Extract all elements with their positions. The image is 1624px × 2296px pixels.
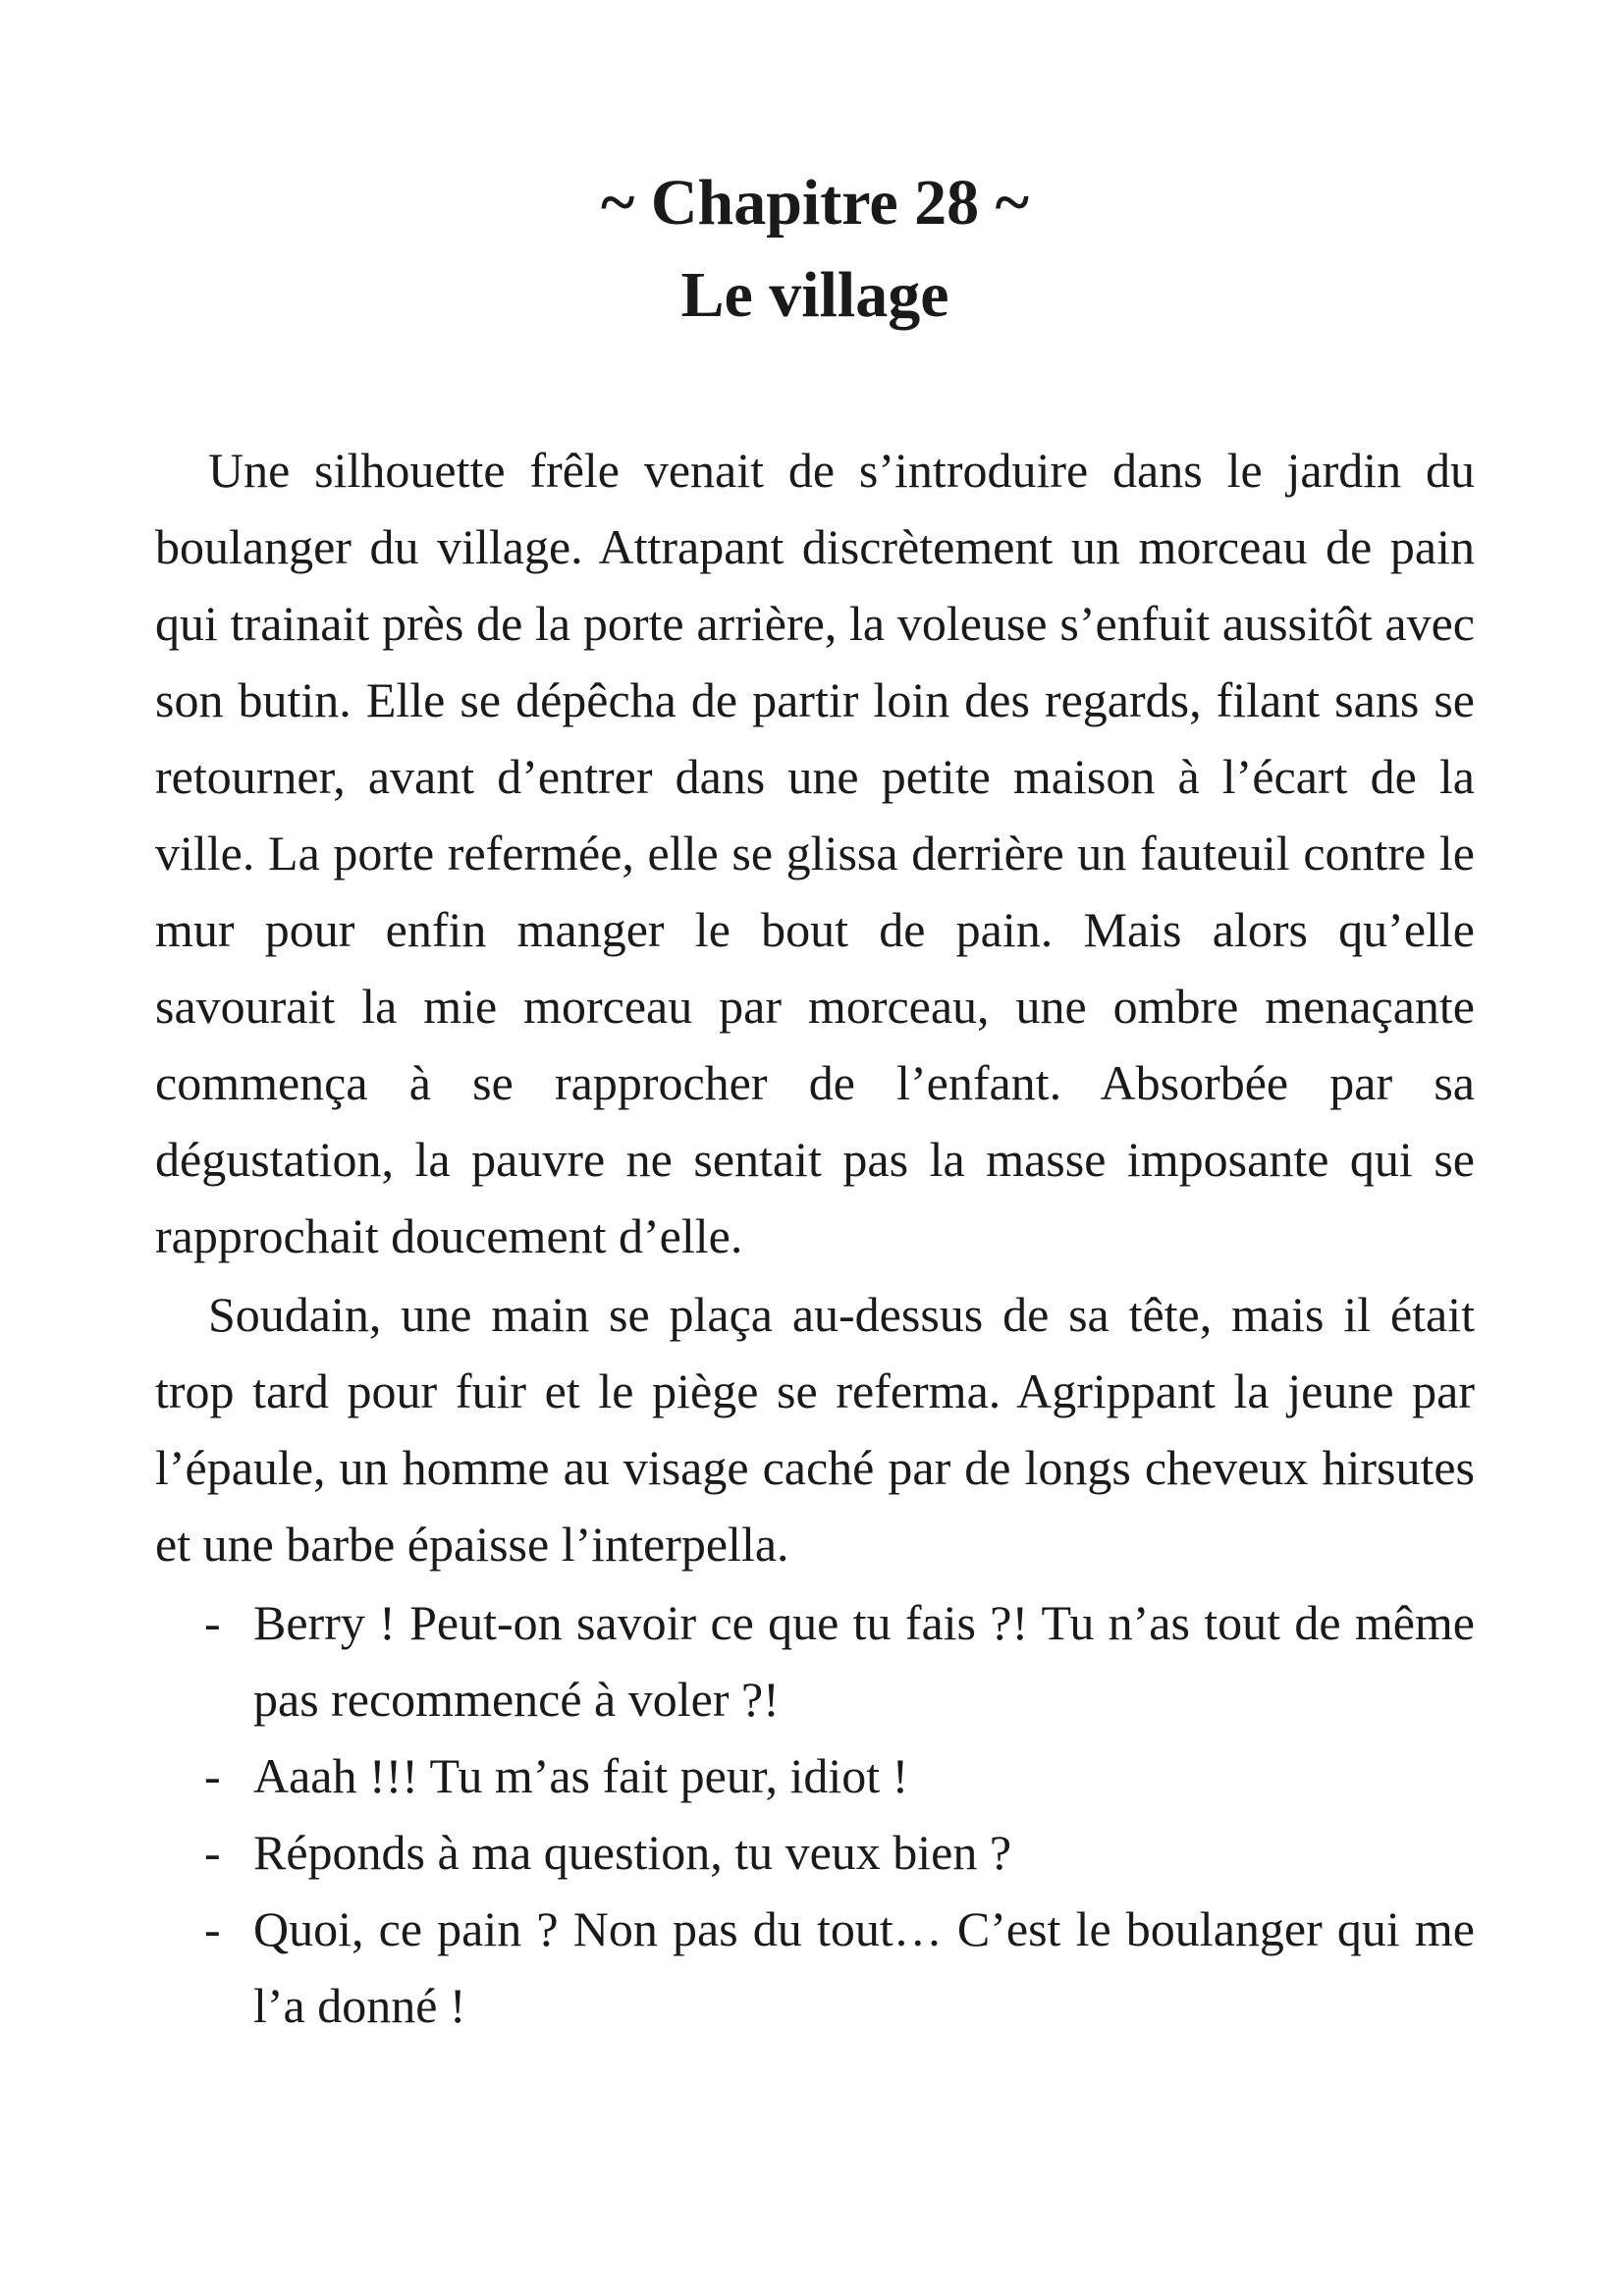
dialogue-dash: - (204, 1901, 221, 1956)
chapter-number: ~ Chapitre 28 ~ (601, 167, 1029, 239)
dialogue-text: Berry ! Peut-on savoir ce que tu fais ?! Tu n’as tout de même pas recommencé à voler ?! (253, 1595, 1475, 1727)
dialogue-dash: - (204, 1595, 221, 1650)
dialogue-text: Réponds à ma question, tu veux bien ? (253, 1825, 1012, 1880)
chapter-heading (155, 157, 1475, 342)
page (155, 157, 1475, 2044)
chapter-title: Le village (680, 259, 949, 331)
dialogue-line (155, 1737, 1475, 1814)
dialogue-dash: - (204, 1825, 221, 1880)
dialogue-text: Quoi, ce pain ? Non pas du tout… C’est le boulanger qui me l’a donné ! (253, 1901, 1475, 2033)
dialogue-text: Aaah !!! Tu m’as fait peur, idiot ! (253, 1748, 909, 1803)
dialogue-line (155, 1891, 1475, 2044)
dialogue-list (155, 1584, 1475, 2044)
paragraph-2: Soudain, une main se plaça au-dessus de sa tête, mais il était trop tard pour fuir et le piège se referma. Agrippant la jeune par l’épaule, un homme au visage caché par de longs cheveux hirsutes et une barbe épaisse l’interpella. (155, 1287, 1475, 1572)
dialogue-line (155, 1814, 1475, 1891)
dialogue-line (155, 1584, 1475, 1737)
paragraph-1: Une silhouette frêle venait de s’introduire dans le jardin du boulanger du village. Attrapant discrètement un morceau de pain qui trainait près de la porte arrière, la voleuse s’enfuit aussitôt avec son butin. Elle se dépêcha de partir loin des regards, filant sans se retourner, avant d’entrer dans une petite maison à l’écart de la ville. La porte refermée, elle se glissa derrière un fauteuil contre le mur pour enfin manger le bout de pain. Mais alors qu’elle savourait la mie morceau par morceau, une ombre menaçante commença à se rapprocher de l’enfant. Absorbée par sa dégustation, la pauvre ne sentait pas la masse imposante qui se rapprochait doucement d’elle. (155, 443, 1475, 1263)
body-text (155, 432, 1475, 2044)
dialogue-dash: - (204, 1748, 221, 1803)
